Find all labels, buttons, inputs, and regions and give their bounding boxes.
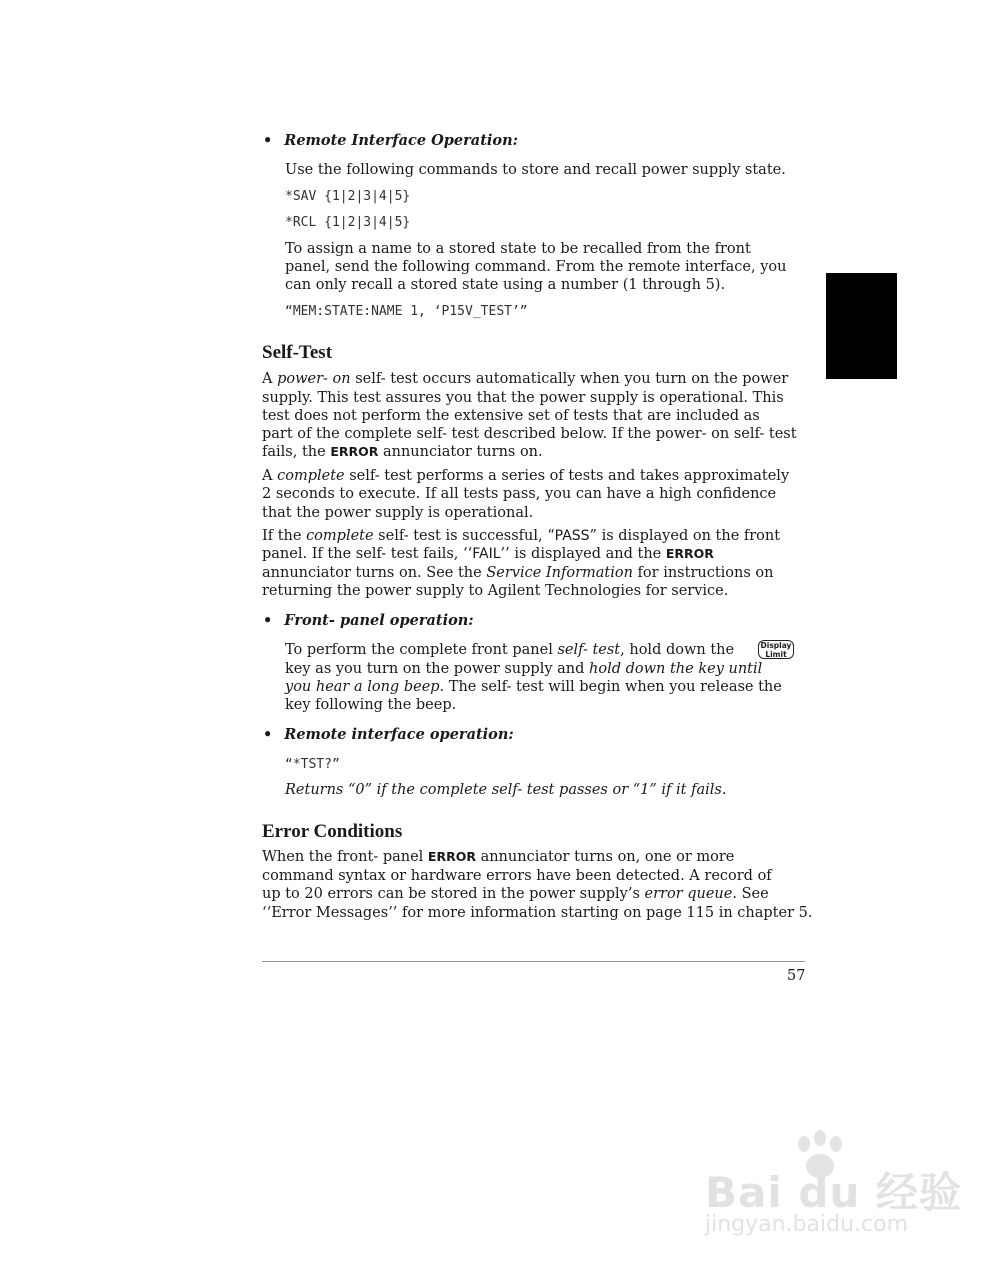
watermark-url: jingyan.baidu.com bbox=[705, 1212, 909, 1237]
cmd-sav: *SAV {1|2|3|4|5} bbox=[285, 189, 411, 204]
errors-line3: up to 20 errors can be stored in the power supply’s error queue. See bbox=[262, 886, 769, 902]
front-panel-line2: key as you turn on the power supply and hold down the key until bbox=[285, 661, 763, 677]
self-test-p3-line1: If the complete self- test is successful, “PASS” is displayed on the front bbox=[262, 528, 781, 544]
name-para-line3: can only recall a stored state using a number (1 through 5). bbox=[285, 277, 726, 293]
cmd-rcl: *RCL {1|2|3|4|5} bbox=[285, 215, 411, 230]
tst-returns: Returns “0” if the complete self- test passes or “1” if it fails. bbox=[285, 782, 727, 798]
self-test-p1-line3: test does not perform the extensive set of tests that are included as bbox=[262, 408, 760, 424]
self-test-p1-line5: fails, the ERROR annunciator turns on. bbox=[262, 444, 543, 460]
error-conditions-heading: Error Conditions bbox=[262, 821, 403, 842]
name-para-line2: panel, send the following command. From the remote interface, you bbox=[285, 259, 787, 275]
bullet-front-panel: • Front- panel operation: bbox=[263, 612, 474, 629]
bullet-remote-interface: • Remote Interface Operation: bbox=[263, 132, 518, 149]
errors-line1: When the front- panel ERROR annunciator turns on, one or more bbox=[262, 849, 735, 865]
errors-line4: ‘‘Error Messages’’ for more information starting on page 115 in chapter 5. bbox=[262, 905, 813, 921]
self-test-p1-line2: supply. This test assures you that the power supply is operational. This bbox=[262, 390, 784, 406]
bullet-remote-interface-op: • Remote interface operation: bbox=[263, 726, 514, 743]
self-test-p2-line3: that the power supply is operational. bbox=[262, 505, 534, 521]
chapter-tab bbox=[826, 273, 897, 379]
self-test-p3-line2: panel. If the self- test fails, ‘‘FAIL’’ is displayed and the ERROR bbox=[262, 546, 714, 562]
self-test-heading: Self-Test bbox=[262, 342, 333, 363]
self-test-p2-line2: 2 seconds to execute. If all tests pass, you can have a high confidence bbox=[262, 486, 777, 502]
cmd-tst: “*TST?” bbox=[285, 757, 340, 772]
watermark-logo: Bai du 经验 bbox=[705, 1168, 962, 1217]
self-test-p2-line1: A complete self- test performs a series of tests and takes approximately bbox=[262, 468, 790, 484]
self-test-p1-line1: A power- on self- test occurs automatically when you turn on the power bbox=[262, 371, 789, 387]
self-test-p3-line4: returning the power supply to Agilent Technologies for service. bbox=[262, 583, 729, 599]
footer-rule bbox=[262, 961, 805, 962]
display-limit-key: Display Limit bbox=[758, 640, 794, 659]
front-panel-line1: To perform the complete front panel self- test, hold down the bbox=[285, 642, 735, 658]
page-number: 57 bbox=[787, 968, 806, 984]
errors-line2: command syntax or hardware errors have been detected. A record of bbox=[262, 868, 772, 884]
front-panel-line4: key following the beep. bbox=[285, 697, 457, 713]
front-panel-line3: you hear a long beep. The self- test will begin when you release the bbox=[285, 679, 782, 695]
self-test-p1-line4: part of the complete self- test described below. If the power- on self- test bbox=[262, 426, 797, 442]
name-para-line1: To assign a name to a stored state to be recalled from the front bbox=[285, 241, 751, 257]
cmd-mem-state: “MEM:STATE:NAME 1, ‘P15V_TEST’” bbox=[285, 304, 528, 319]
self-test-p3-line3: annunciator turns on. See the Service Information for instructions on bbox=[262, 565, 774, 581]
remote-intro: Use the following commands to store and recall power supply state. bbox=[285, 162, 786, 178]
